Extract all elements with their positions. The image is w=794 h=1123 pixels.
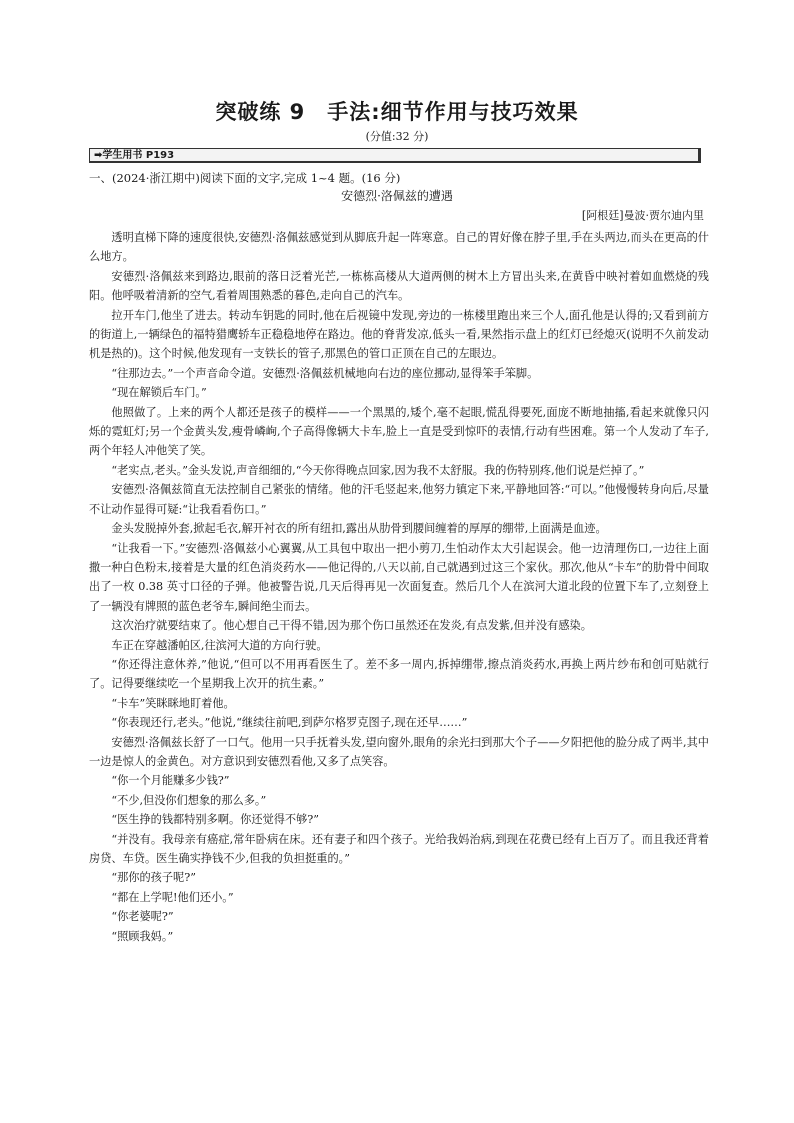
score-note: (分值:32 分) [365,130,429,143]
paragraph: “那你的孩子呢?” [111,871,196,885]
paragraph: 这次治疗就要结束了。他心想自己干得不错,因为那个伤口虽然还在发炎,有点发紫,但并没有感染。 [111,619,592,633]
paragraph: “让我看一下。”安德烈·洛佩兹小心翼翼,从工具包中取出一把小剪刀,生怕动作太大引起误会。他一边清理伤口,一边往上面撒一种白色粉末,接着是大量的红色消炎药水——他记得的,八天以前,自己就遇到过这三个家伙。那次,他从“卡车”的肋骨中间取出了一枚 0.38 英寸口径的子弹。他被警告说,几天后得再见一次面复查。然后几个人在滨河大道北段的位置下车了,立刻登上了一辆没有牌照的蓝色老爷车,瞬间绝尘而去。 [89,541,709,613]
page-title: 突破练 9 手法:细节作用与技巧效果 [215,100,579,124]
paragraph: “你还得注意休养,”他说,“但可以不用再看医生了。差不多一周内,拆掉绷带,擦点消炎药水,再换上两片纱布和创可贴就行了。记得要继续吃一个星期我上次开的抗生素。” [89,657,709,691]
paragraph: “都在上学呢!他们还小。” [111,890,234,904]
story-author: [阿根廷]曼波·贾尔迪内里 [581,209,704,222]
paragraph: “你表现还行,老头。”他说,“继续往前吧,到萨尔格罗克图子,现在还早……” [111,716,468,730]
paragraph: 他照做了。上来的两个人都还是孩子的模样——一个黑黑的,矮个,毫不起眼,慌乱得要死,面庞不断地抽搐,看起来就像只闪烁的霓虹灯;另一个金黄头发,瘦骨嶙峋,个子高得像辆大卡车,脸上一直是受到惊吓的表情,行动有些困难。第一个人发动了车子,两个年轻人冲他笑了笑。 [89,405,709,458]
story-body [89,228,709,946]
book-reference-bar [89,148,701,163]
paragraph: 拉开车门,他坐了进去。转动车钥匙的同时,他在后视镜中发现,旁边的一栋楼里跑出来三个人,面孔他是认得的;又看到前方的街道上,一辆绿色的福特猎鹰轿车正稳稳地停在路边。他的脊背发凉,低头一看,果然指示盘上的红灯已经熄灭(说明不久前发动机是热的)。这个时候,他发现有一支铁长的管子,那黑色的管口正顶在自己的左眼边。 [89,308,709,361]
paragraph: “现在解锁后车门。” [111,386,207,400]
paragraph: 透明直梯下降的速度很快,安德烈·洛佩兹感觉到从脚底升起一阵寒意。自己的胃好像在脖子里,手在头两边,而头在更高的什么地方。 [89,231,709,264]
paragraph: “你一个月能赚多少钱?” [111,774,230,788]
paragraph: 安德烈·洛佩兹简直无法控制自己紧张的情绪。他的汗毛竖起来,他努力镇定下来,平静地回答:“可以。”他慢慢转身向后,尽量不让动作显得可疑:“让我看看伤口。” [89,483,709,516]
paragraph: “往那边去。”一个声音命令道。安德烈·洛佩兹机械地向右边的座位挪动,显得笨手笨脚。 [111,366,539,380]
paragraph: “医生挣的钱都特别多啊。你还觉得不够?” [111,813,320,827]
paragraph: “老实点,老头。”金头发说,声音细细的,“今天你得晚点回家,因为我不太舒服。我的伤特别疼,他们说是烂掉了。” [111,463,645,477]
paragraph: 安德烈·洛佩兹来到路边,眼前的落日泛着光芒,一栋栋高楼从大道两侧的树木上方冒出头来,在黄昏中映衬着如血燃烧的残阳。他呼吸着清新的空气,看着周围熟悉的暮色,走向自己的汽车。 [89,269,709,303]
paragraph: “照顾我妈。” [111,929,174,943]
paragraph: 车正在穿越潘帕区,往滨河大道的方向行驶。 [111,638,328,652]
paragraph: 安德烈·洛佩兹长舒了一口气。他用一只手抚着头发,望向窗外,眼角的余光扫到那大个子——夕阳把他的脸分成了两半,其中一边是惊人的金黄色。对方意识到安德烈看他,又多了点笑容。 [89,735,709,768]
book-reference-label: ➡学生用书 P193 [94,150,175,161]
question-intro: 一、(2024·浙江期中)阅读下面的文字,完成 1~4 题。(16 分) [89,171,401,185]
paragraph: 金头发脱掉外套,掀起毛衣,解开衬衣的所有纽扣,露出从肋骨到腰间缠着的厚厚的绷带,上面满是血迹。 [111,522,607,536]
paragraph: “你老婆呢?” [111,910,174,924]
story-title: 安德烈·洛佩兹的遭遇 [341,189,453,203]
paragraph: “卡车”笑眯眯地盯着他。 [111,696,235,710]
paragraph: “不少,但没你们想象的那么多。” [111,793,267,807]
paragraph: “并没有。我母亲有癌症,常年卧病在床。还有妻子和四个孩子。光给我妈治病,到现在花费已经有上百万了。而且我还背着房贷、车贷。医生确实挣钱不少,但我的负担挺重的。” [89,832,709,865]
